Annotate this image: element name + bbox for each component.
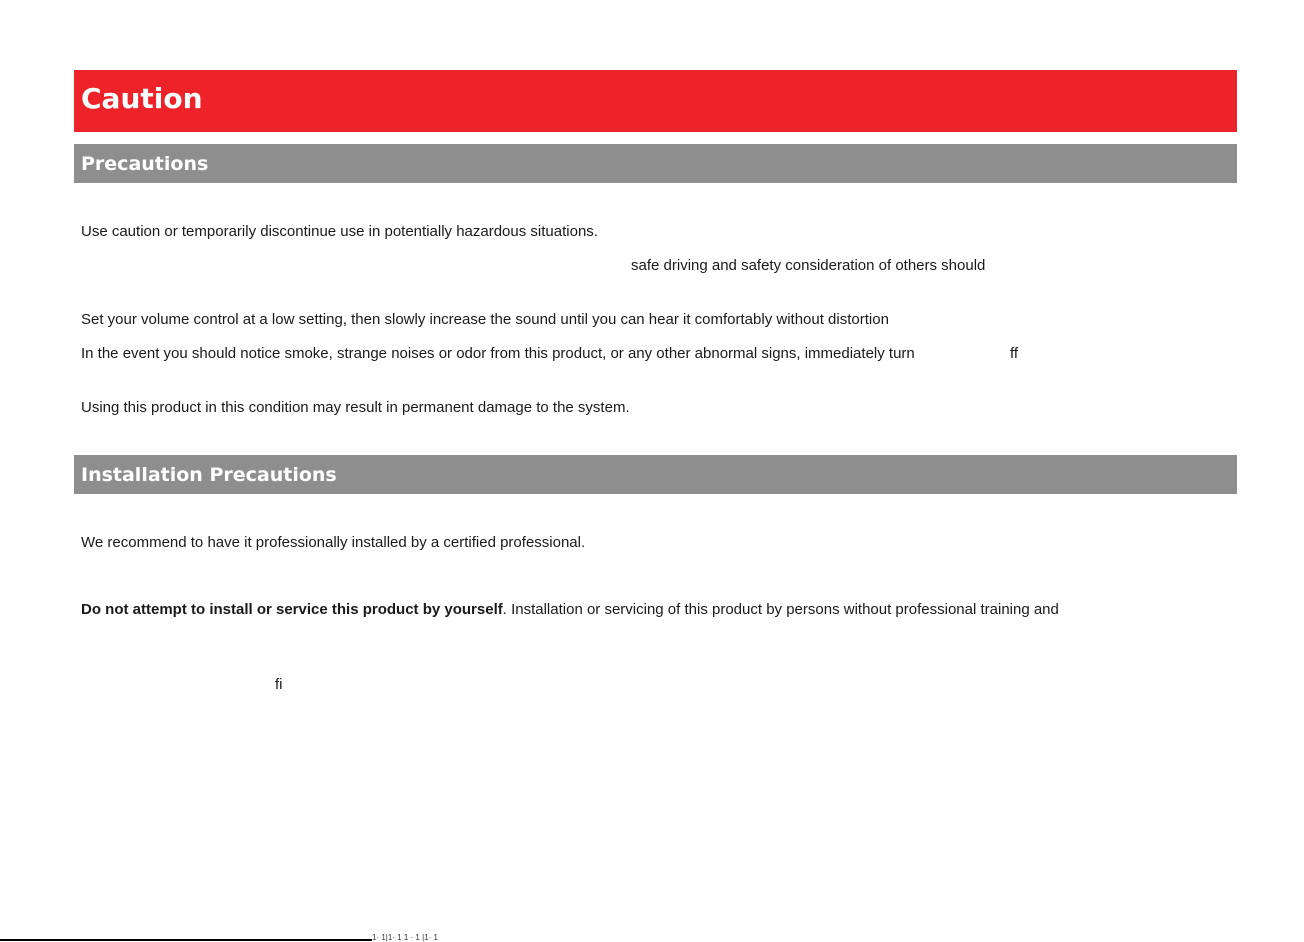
installation-line-1: We recommend to have it professionally installed by a certified professional. (81, 534, 586, 551)
precaution-line-4-tail: ff (1010, 345, 1019, 362)
precaution-line-4: In the event you should notice smoke, strange noises or odor from this product, or any other abnormal signs, immediately turn (81, 345, 915, 362)
footer-text: 1· 1|1· 1 1 · 1 |1· 1 (372, 933, 438, 942)
installation-warning-bold: Do not attempt to install or service this product by yourself (81, 601, 503, 618)
precaution-line-3: Set your volume control at a low setting, then slowly increase the sound until you can hear it comfortably without distortion (81, 311, 889, 328)
precautions-section-header (74, 144, 1237, 183)
installation-heading: Installation Precautions (81, 464, 337, 486)
precaution-line-5: Using this product in this condition may result in permanent damage to the system. (81, 399, 630, 416)
installation-fragment-fi: fi (275, 676, 283, 693)
installation-warning-rest: . Installation or servicing of this product by persons without professional training and (502, 601, 1059, 618)
footer-rule (0, 939, 372, 941)
precaution-line-2-fragment: safe driving and safety consideration of others should (631, 257, 986, 274)
installation-line-2 (81, 601, 1059, 619)
installation-section-header (74, 455, 1237, 494)
precaution-line-1: Use caution or temporarily discontinue use in potentially hazardous situations. (81, 223, 598, 240)
caution-banner (74, 70, 1237, 132)
precautions-heading: Precautions (81, 153, 209, 175)
page-title: Caution (81, 82, 203, 115)
